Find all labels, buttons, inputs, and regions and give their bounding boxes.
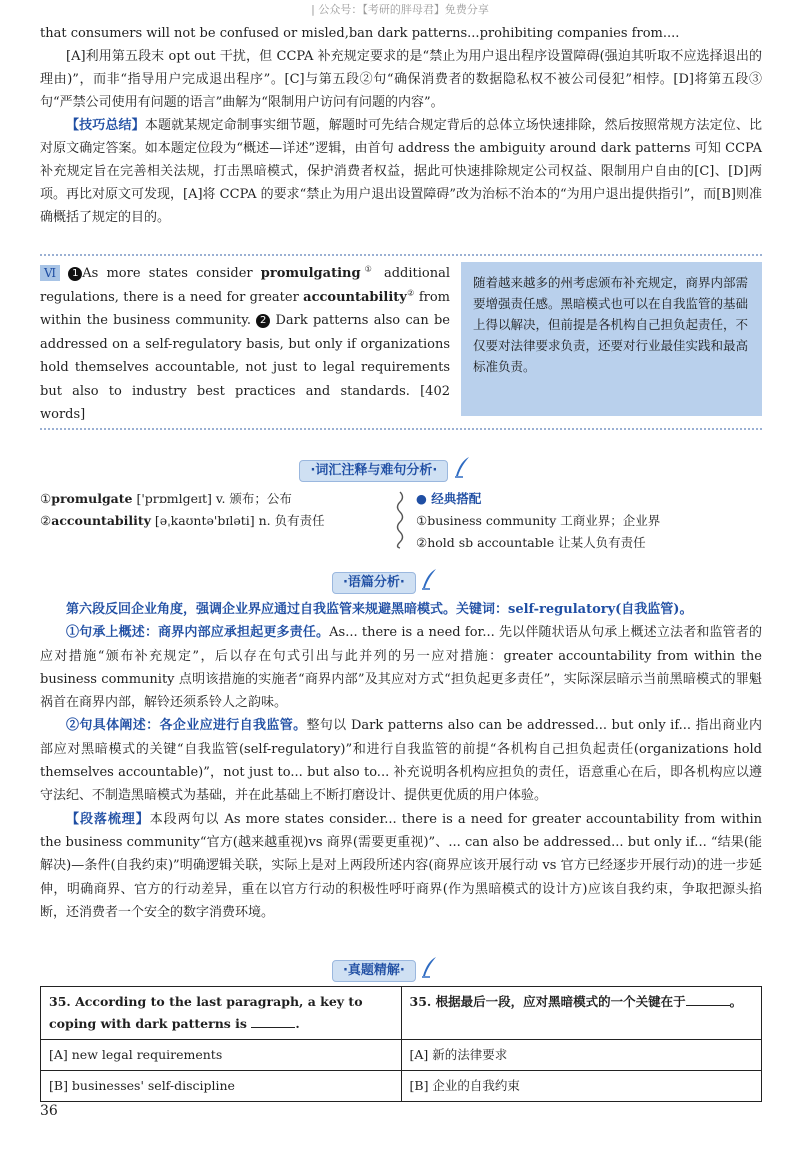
vocab-entry-marker-1: ① — [40, 491, 52, 506]
collocation-item-2: ②hold sb accountable 让某人负有责任 — [416, 535, 646, 550]
question-chinese-stem: 35. 根据最后一段，应对黑暗模式的一个关键在于 — [409, 994, 686, 1009]
answer-blank — [686, 993, 730, 1006]
page-header: | 公众号：【考研的胖母君】免费分享 — [311, 3, 489, 16]
vocab-marker-1: ① — [360, 264, 376, 274]
vocab-word-accountability: accountability — [303, 289, 407, 305]
collocation-list — [416, 488, 762, 554]
analysis-sentence-2-text: 整句以 Dark patterns also can be addressed... but only if... 指出商业内部应对黑暗模式的关键“自我监管(self-regulatory)”和进行自我监管的前提“各机构自己担负起责任(organizations hold themselves accountable)”，not just to... but also to... 补充说明各机构应担负的责任，语意重心在后，即各机构应以遵守法纪、不制造黑暗模式为基础，并在此基础上不断打磨设计、提供更优质的用户体验。 — [40, 718, 762, 804]
option-analysis-paragraph: [A]利用第五段末 opt out 干扰，但 CCPA 补充规定要求的是“禁止为用户退出程序设置障碍(强迫其听取不应选择退出的理由)”，而非“指导用户完成退出程序”。[C]与第五段②句“确保消费者的数据隐私权不被公司侵犯”相悖。[D]将第五段③句“严禁公司使用有问题的语言”曲解为“限制用户访问有问题的内容”。 — [40, 49, 762, 110]
paragraph-summary-label: 【段落梳理】 — [66, 811, 150, 827]
analysis-lead: 第六段反回企业角度，强调企业界应通过自我监管来规避黑暗模式。关键词：self-regulatory(自我监管)。 — [66, 602, 693, 617]
divider-top — [40, 254, 762, 256]
option-a-english: [A] new legal requirements — [41, 1040, 402, 1071]
tip-label: 【技巧总结】 — [66, 118, 145, 133]
sentence-1-part-b: additional regulations, there is a need for greater — [40, 266, 450, 305]
vocab-entry-promulgate — [40, 488, 390, 510]
analysis-sentence-1 — [40, 621, 762, 714]
question-english-stem: 35. According to the last paragraph, a key to coping with dark patterns is — [49, 994, 363, 1031]
page-number: 36 — [40, 1103, 58, 1119]
paragraph-summary — [40, 808, 762, 924]
quill-icon — [420, 568, 438, 590]
analysis-sentence-1-label: ①句承上概述：商界内部应承担起更多责任。 — [66, 625, 330, 641]
exam-section-title: ·真题精解· — [332, 960, 416, 982]
tip-text: 本题就某规定命制事实细节题，解题时可先结合规定背后的总体立场快速排除，然后按照常规方法定位、比对原文确定答案。如本题定位段为“概述—详述”逻辑，由首句 address the ambiguity around dark patterns 可知 CCPA 补充规定旨在完善相关法规，打击黑暗模式，保护消费者权益，据此可快速排除规定公司权益、限制用户自由的[C]、[D]两项。再比对原文可发现，[A]将 CCPA 的要求“禁止为用户退出设置障碍”改为治标不治本的“为用户退出提供指引”，而[B]则准确概括了规定的目的。 — [40, 118, 762, 225]
sentence-1-part-c: from within the business community. — [40, 289, 451, 328]
quill-icon — [453, 456, 471, 478]
question-table — [40, 986, 762, 1102]
passage-paragraph — [40, 262, 450, 427]
collocation-item-1: ①business community 工商业界；企业界 — [416, 513, 661, 528]
analysis-sentence-2-label: ②句具体阐述：各企业应进行自我监管。 — [66, 718, 307, 734]
option-b-chinese: [B] 企业的自我约束 — [401, 1071, 762, 1102]
vocab-headword-2: accountability — [51, 513, 151, 528]
translation-text: 随着越来越多的州考虑颁布补充规定，商界内部需要增强责任感。黑暗模式也可以在自我监管的基础上得以解决，但前提是各机构自己担负起责任，不仅要对法律要求负责，还要对行业最佳实践和最高标准负责。 — [473, 275, 749, 374]
question-english — [41, 987, 402, 1040]
paragraph-number-badge: Ⅵ — [40, 265, 60, 281]
sentence-2: Dark patterns also can be addressed on a self-regulatory basis, but only if organizations hold themselves accountable, not just to legal requirements but also to industry best practices and standards. [402 words] — [40, 313, 450, 422]
sentence-1-part-a: As more states consider — [82, 266, 261, 281]
top-section — [40, 22, 762, 229]
chain-divider-icon — [392, 490, 408, 550]
option-b-english: [B] businesses' self-discipline — [41, 1071, 402, 1102]
quill-icon — [420, 956, 438, 978]
question-row — [41, 987, 762, 1040]
question-english-end: . — [295, 1016, 300, 1031]
vocab-definition-2: [əˌkaʊntə'bɪləti] n. 负有责任 — [150, 513, 325, 528]
answer-blank — [251, 1015, 295, 1028]
exam-section-header — [285, 956, 485, 980]
paragraph-summary-text: 本段两句以 As more states consider... there is a need for greater accountability from within the business community“官方(越来越重视)vs 商界(需要更重视)”、... can also be addressed... but only if... “结果(能解决)—条件(自我约束)”明确逻辑关联，实际上是对上两段所述内容(商界应该开展行动 vs 官方已经逐步开展行动)的进一步延伸，明确商界、官方的行动差异，重在以官方行动的积极性呼吁商界(作为黑暗模式的设计方)应该自我约束，争取把源头掐断，还消费者一个安全的数字消费环境。 — [40, 811, 762, 920]
collocation-title: ● 经典搭配 — [416, 491, 482, 506]
vocab-definition-1: ['prɒmlgeɪt] v. 颁布；公布 — [132, 491, 292, 506]
tip-summary-paragraph — [40, 114, 762, 229]
vocab-section-header — [285, 456, 485, 480]
translation-box — [461, 262, 762, 416]
vocab-entry-accountability — [40, 510, 390, 532]
vocab-list — [40, 488, 390, 532]
vocab-headword-1: promulgate — [51, 491, 133, 506]
analysis-body — [40, 598, 762, 924]
vocab-marker-2: ② — [406, 288, 415, 298]
sentence-1-marker: 1 — [68, 267, 82, 281]
option-row-a — [41, 1040, 762, 1071]
vocab-section-title: ·词汇注释与难句分析· — [299, 460, 448, 482]
divider-middle — [40, 428, 762, 430]
analysis-sentence-1-text: As... there is a need for... 先以伴随状语从句承上概述立法者和监管者的应对措施“颁布补充规定”，后以存在句式引出与此并列的另一应对措施：greater accountability from within the business community 点明该措施的实施者“商界内部”及其应对方式“担负起更多责任”，实际深层暗示当前黑暗模式的罪魁祸首在商界内部，解铃还须系铃人之韵味。 — [40, 625, 762, 711]
sentence-2-marker: 2 — [256, 314, 270, 328]
question-chinese-end: 。 — [729, 994, 743, 1009]
option-a-chinese: [A] 新的法律要求 — [401, 1040, 762, 1071]
analysis-sentence-2 — [40, 714, 762, 807]
carryover-line: that consumers will not be confused or misled,ban dark patterns...prohibiting companies from.... — [40, 26, 680, 41]
vocab-entry-marker-2: ② — [40, 513, 52, 528]
option-row-b — [41, 1071, 762, 1102]
vocab-word-promulgating: promulgating — [260, 266, 361, 281]
question-chinese — [401, 987, 762, 1040]
analysis-section-title: ·语篇分析· — [332, 572, 416, 594]
analysis-section-header — [285, 568, 485, 592]
